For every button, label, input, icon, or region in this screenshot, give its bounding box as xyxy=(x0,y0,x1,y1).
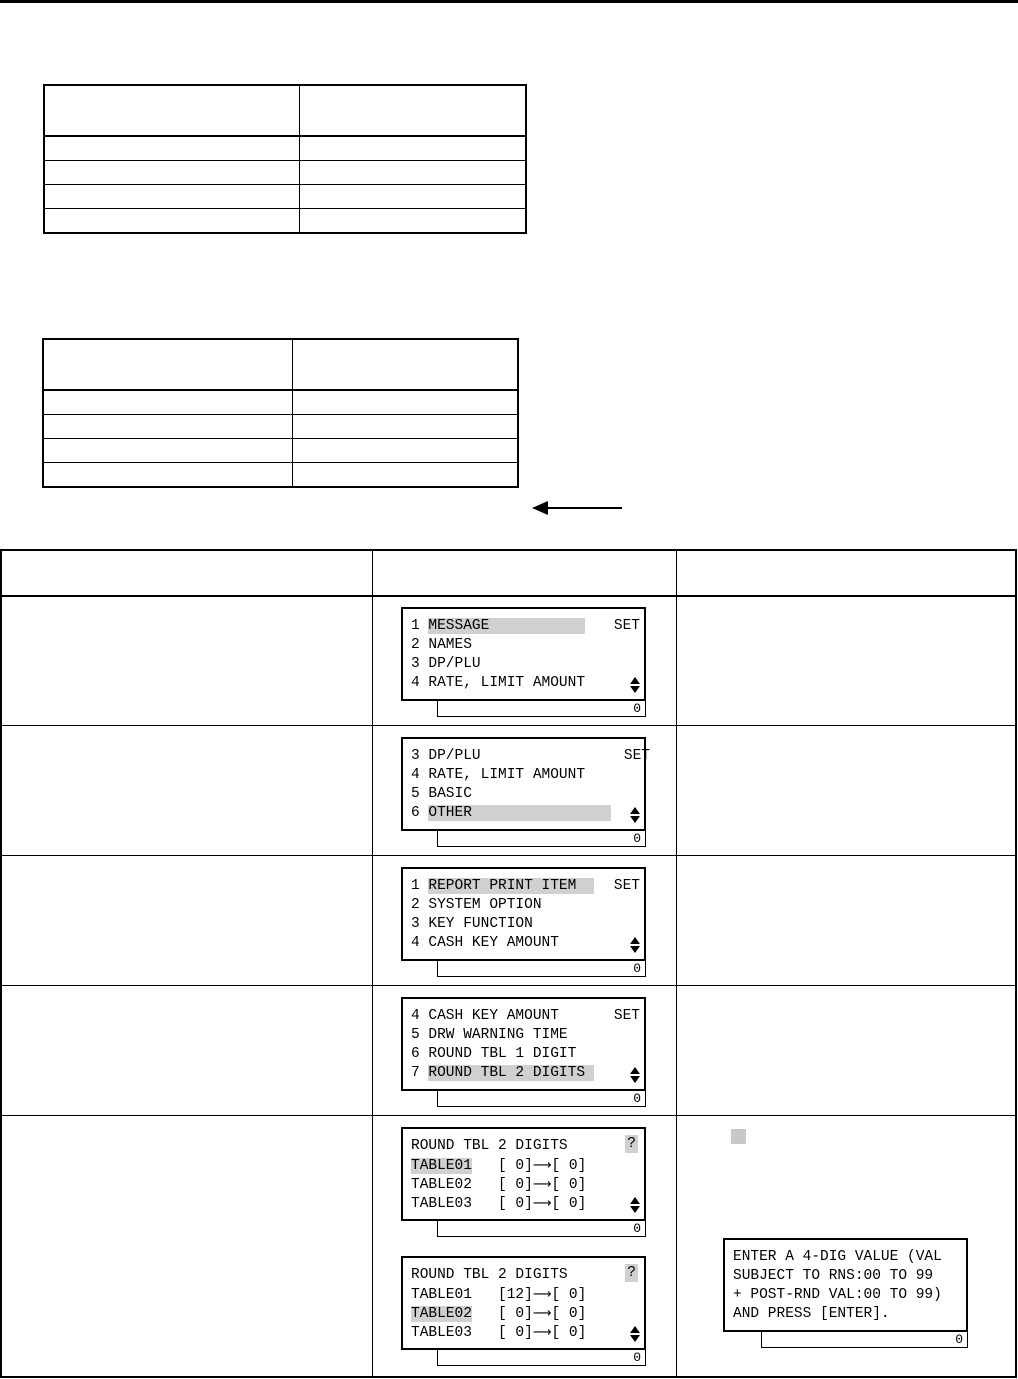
lcd-screen-3: 1 REPORT PRINT ITEM SET 2 SYSTEM OPTION 3 KEY FUNCTION 4 CASH KEY AMOUNT xyxy=(401,867,646,961)
selected-item: ROUND TBL 2 DIGITS xyxy=(428,1065,594,1081)
menu-line: 4 CASH KEY AMOUNT xyxy=(411,935,559,951)
row-name: TABLE01 xyxy=(411,1158,472,1174)
row-name: TABLE03 xyxy=(411,1325,472,1341)
lcd-footer: 0 xyxy=(437,831,646,847)
lcd-footer: 0 xyxy=(437,701,646,717)
menu-line: 4 RATE, LIMIT AMOUNT xyxy=(411,675,586,691)
set-label: SET xyxy=(613,618,640,634)
menu-line: 3 DP/PLU xyxy=(411,656,481,672)
up-down-arrow-icon xyxy=(630,1326,640,1342)
up-down-arrow-icon xyxy=(630,1197,640,1213)
menu-line: 4 CASH KEY AMOUNT xyxy=(411,1008,559,1024)
lcd-screen-2: 3 DP/PLU SET 4 RATE, LIMIT AMOUNT 5 BASIC 6 OTHER xyxy=(401,737,646,831)
reference-table-2 xyxy=(42,338,519,488)
menu-line: 5 BASIC xyxy=(411,786,472,802)
menu-line: 2 SYSTEM OPTION xyxy=(411,897,542,913)
up-down-arrow-icon xyxy=(630,807,640,823)
row-name: TABLE02 xyxy=(411,1306,472,1322)
row-name: TABLE01 xyxy=(411,1287,472,1303)
menu-line: 2 NAMES xyxy=(411,637,472,653)
message-box xyxy=(723,1238,968,1332)
message-footer: 0 xyxy=(761,1332,968,1348)
lcd-footer: 0 xyxy=(437,1091,646,1107)
reference-table-1 xyxy=(43,84,527,234)
menu-line: 3 DP/PLU xyxy=(411,748,481,764)
left-arrow-icon xyxy=(532,499,622,517)
lcd-footer: 0 xyxy=(437,1350,646,1366)
screen-title: ROUND TBL 2 DIGITS xyxy=(411,1138,568,1154)
message-line: AND PRESS [ENTER]. xyxy=(733,1306,890,1322)
screen-title: ROUND TBL 2 DIGITS xyxy=(411,1267,568,1283)
set-label: SET xyxy=(613,878,640,894)
message-line: + POST-RND VAL:00 TO 99) xyxy=(733,1287,942,1303)
row-name: TABLE02 xyxy=(411,1177,472,1193)
set-label: SET xyxy=(613,1008,640,1024)
lcd-round-table-2: ROUND TBL 2 DIGITS ? TABLE01 [12]⟶[ 0] TABLE02 [ 0]⟶[ 0] TABLE03 [ 0]⟶[ 0] xyxy=(401,1256,646,1350)
message-line: ENTER A 4-DIG VALUE (VAL xyxy=(733,1249,942,1265)
up-down-arrow-icon xyxy=(630,1067,640,1083)
lcd-screen-4: 4 CASH KEY AMOUNT SET 5 DRW WARNING TIME 6 ROUND TBL 1 DIGIT 7 ROUND TBL 2 DIGITS xyxy=(401,997,646,1091)
gray-key-indicator xyxy=(731,1129,746,1144)
menu-line: 4 RATE, LIMIT AMOUNT xyxy=(411,767,586,783)
question-mark: ? xyxy=(627,1136,636,1152)
question-mark: ? xyxy=(627,1265,636,1281)
menu-line: 3 KEY FUNCTION xyxy=(411,916,533,932)
selected-item: REPORT PRINT ITEM xyxy=(428,878,594,894)
up-down-arrow-icon xyxy=(630,677,640,693)
menu-line: 6 ROUND TBL 1 DIGIT xyxy=(411,1046,577,1062)
lcd-round-table-1: ROUND TBL 2 DIGITS ? TABLE01 [ 0]⟶[ 0] TABLE02 [ 0]⟶[ 0] TABLE03 [ 0]⟶[ 0] xyxy=(401,1127,646,1221)
lcd-screen-1: 1 MESSAGE SET 2 NAMES 3 DP/PLU 4 RATE, LIMIT AMOUNT xyxy=(401,607,646,701)
selected-item: MESSAGE xyxy=(428,618,586,634)
lcd-footer: 0 xyxy=(437,961,646,977)
row-name: TABLE03 xyxy=(411,1196,472,1212)
message-line: SUBJECT TO RNS:00 TO 99 xyxy=(733,1268,934,1284)
lcd-footer: 0 xyxy=(437,1221,646,1237)
menu-line: 5 DRW WARNING TIME xyxy=(411,1027,568,1043)
set-label: SET xyxy=(623,748,650,764)
selected-item: OTHER xyxy=(428,805,612,821)
up-down-arrow-icon xyxy=(630,937,640,953)
top-rule xyxy=(0,0,1018,3)
